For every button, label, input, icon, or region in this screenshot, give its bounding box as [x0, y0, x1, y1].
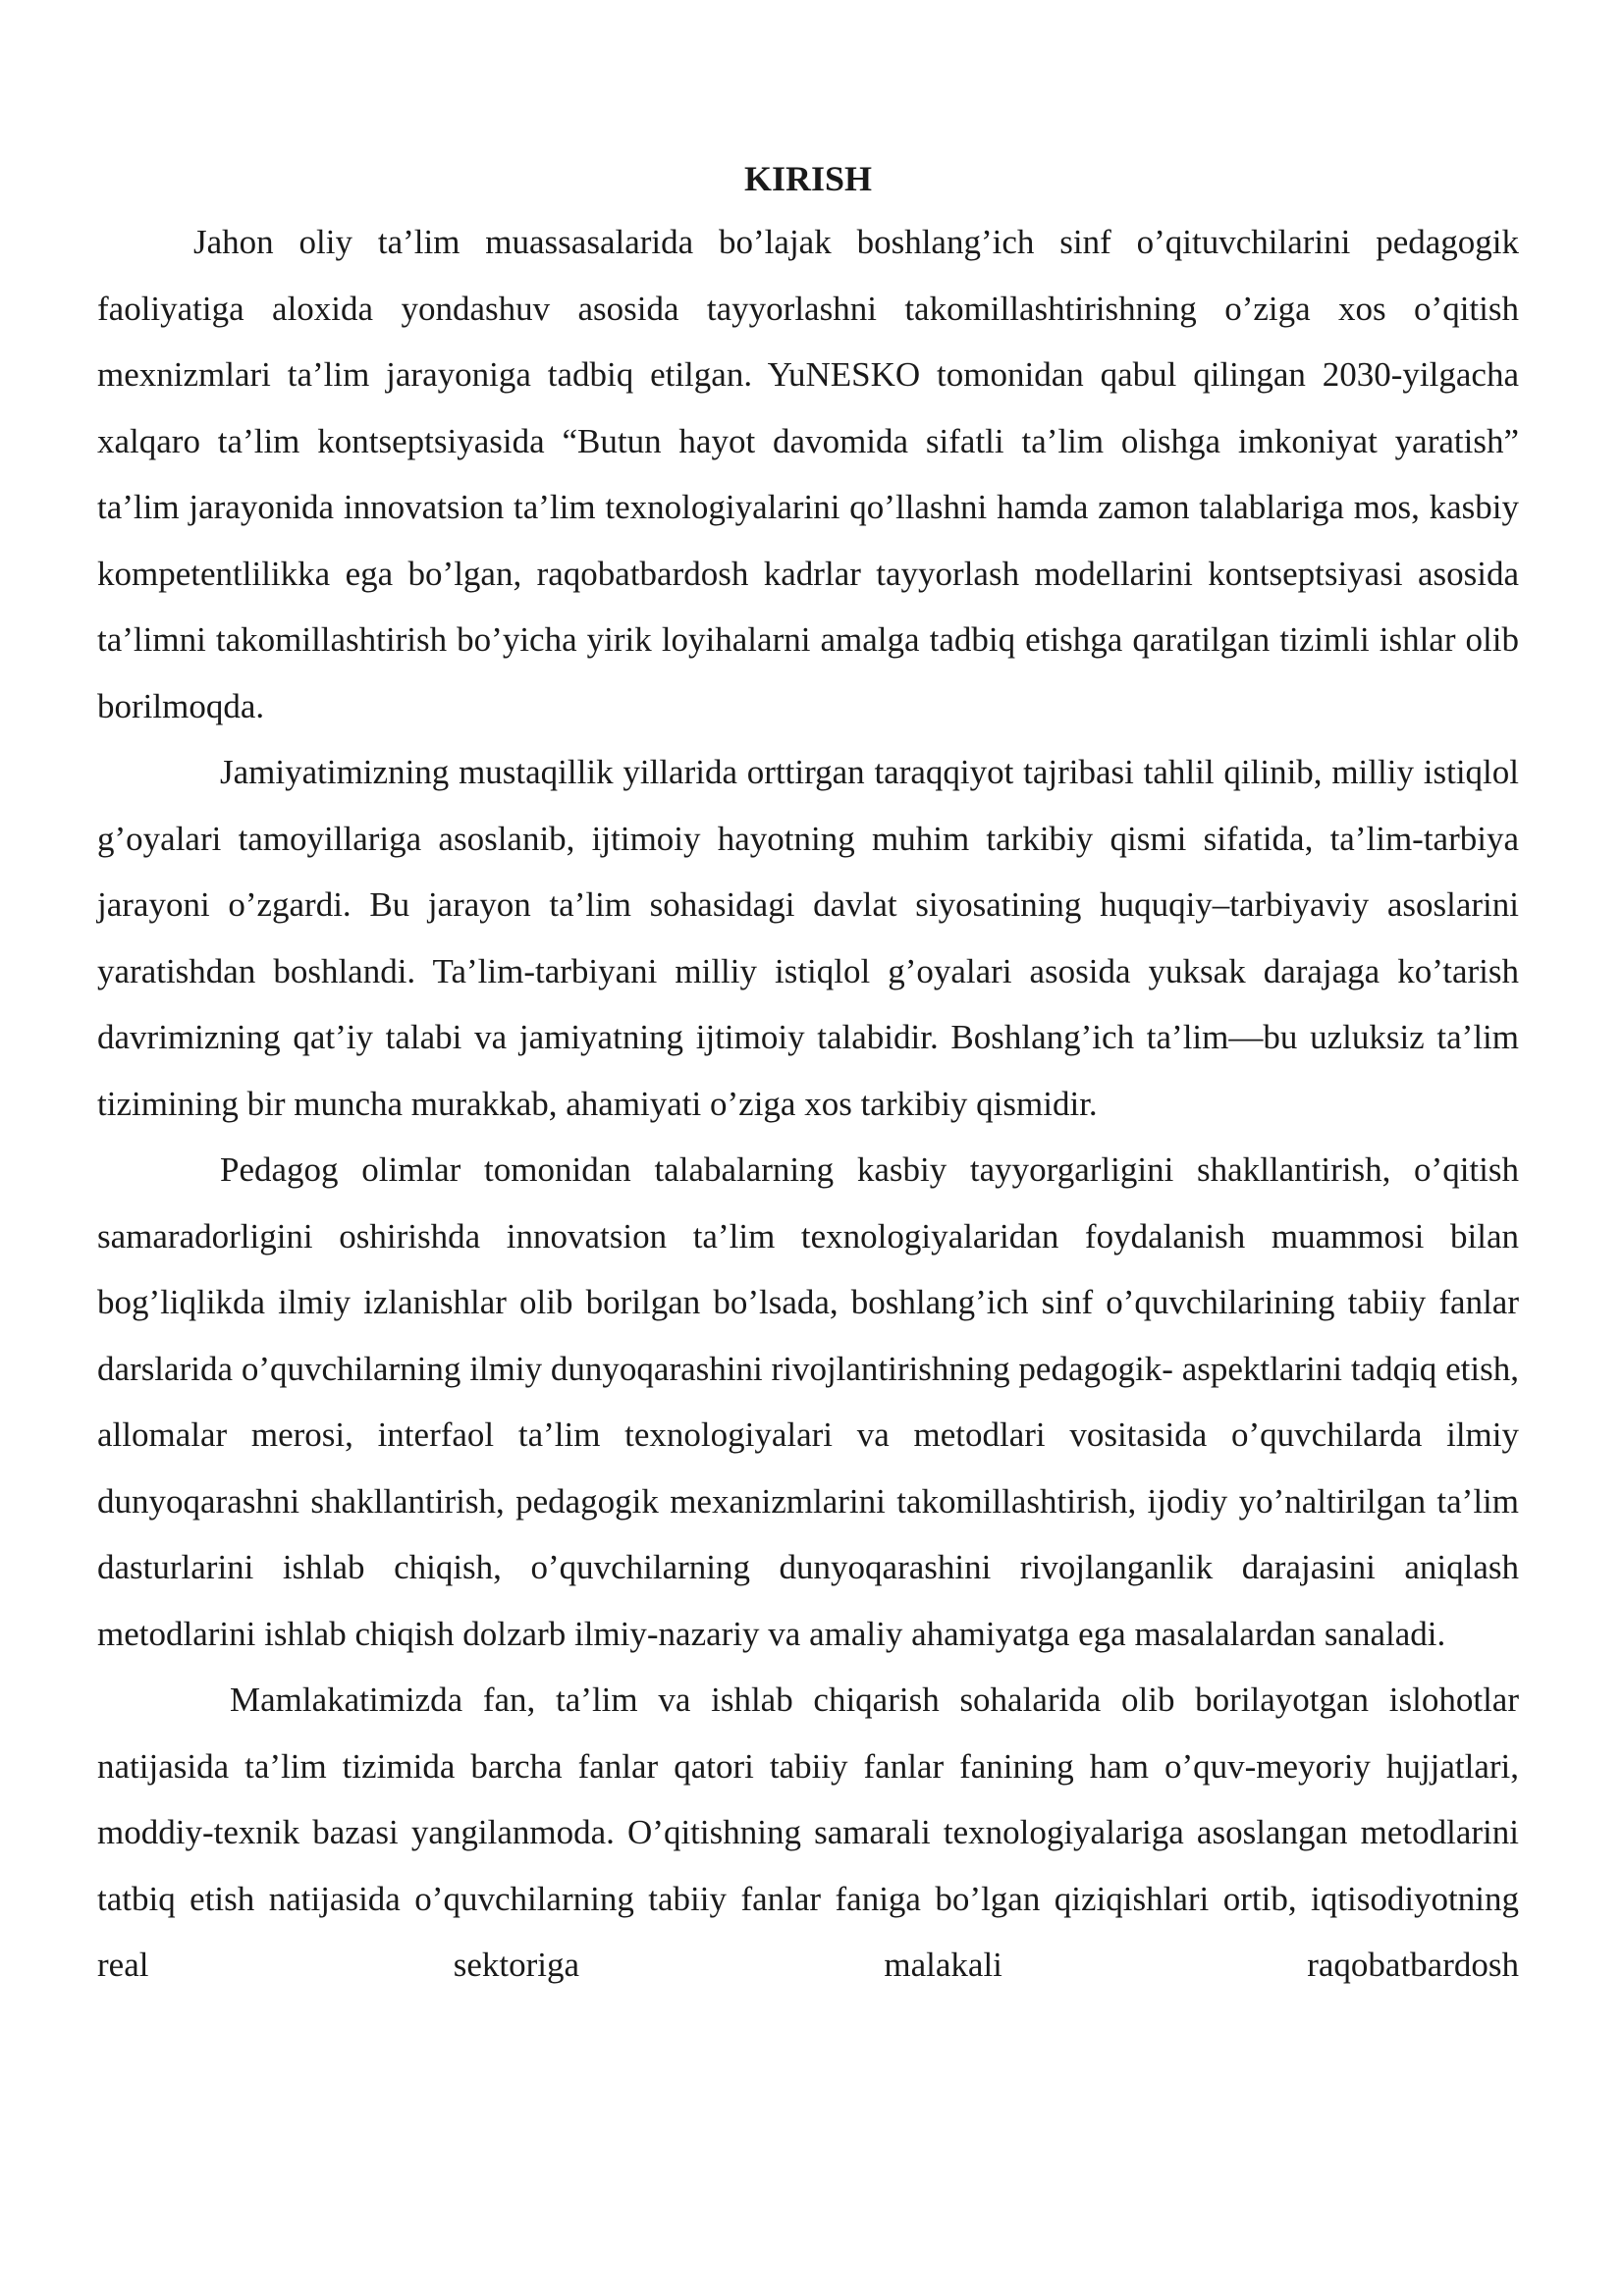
- paragraph-1: Jahon oliy ta’lim muassasalarida bo’lajak boshlang’ich sinf o’qituvchilarini pedagogik faoliyatiga aloxida yondashuv asosida tayyorlashni takomillashtirishning o’ziga xos o’qitish mexnizmlari ta’lim jarayoniga tadbiq etilgan. YuNESKO tomonidan qabul qilingan 2030-yilgacha xalqaro ta’lim kontseptsiyasida “Butun hayot davomida sifatli ta’lim olishga imkoniyat yaratish” ta’lim jarayonida innovatsion ta’lim texnologiyalarini qo’llashni hamda zamon talablariga mos, kasbiy kompetentlilikka ega bo’lgan, raqobatbardosh kadrlar tayyorlash modellarini kontseptsiyasi asosida ta’limni takomillashtirish bo’yicha yirik loyihalarni amalga tadbiq etishga qaratilgan tizimli ishlar olib borilmoqda.: [97, 223, 1519, 725]
- paragraph-3: Pedagog olimlar tomonidan talabalarning kasbiy tayyorgarligini shakllantirish, o’qitish samaradorligini oshirishda innovatsion ta’lim texnologiyalaridan foydalanish muammosi bilan bog’liqlikda ilmiy izlanishlar olib borilgan bo’lsada, boshlang’ich sinf o’quvchilarining tabiiy fanlar darslarida o’quvchilarning ilmiy dunyoqarashini rivojlantirishning pedagogik- aspektlarini tadqiq etish, allomalar merosi, interfaol ta’lim texnologiyalari va metodlari vositasida o’quvchilarda ilmiy dunyoqarashni shakllantirish, pedagogik mexanizmlarini takomillashtirish, ijodiy yo’naltirilgan ta’lim dasturlarini ishlab chiqish, o’quvchilarning dunyoqarashini rivojlanganlik darajasini aniqlash metodlarini ishlab chiqish dolzarb ilmiy-nazariy va amaliy ahamiyatga ega masalalardan sanaladi.: [97, 1150, 1519, 1653]
- page-title: KIRISH: [743, 159, 873, 198]
- paragraph-4: Mamlakatimizda fan, ta’lim va ishlab chiqarish sohalarida olib borilayotgan islohotlar natijasida ta’lim tizimida barcha fanlar qatori tabiiy fanlar fanining ham o’quv-meyoriy hujjatlari, moddiy-texnik bazasi yangilanmoda. O’qitishning samarali texnologiyalariga asoslangan metodlarini tatbiq etish natijasida o’quvchilarning tabiiy fanlar faniga bo’lgan qiziqishlari ortib, iqtisodiyotning real sektoriga malakali raqobatbardosh: [97, 1681, 1519, 1984]
- paragraph-2: Jamiyatimizning mustaqillik yillarida orttirgan taraqqiyot tajribasi tahlil qilinib, milliy istiqlol g’oyalari tamoyillariga asoslanib, ijtimoiy hayotning muhim tarkibiy qismi sifatida, ta’lim-tarbiya jarayoni o’zgardi. Bu jarayon ta’lim sohasidagi davlat siyosatining huquqiy–tarbiyaviy asoslarini yaratishdan boshlandi. Ta’lim-tarbiyani milliy istiqlol g’oyalari asosida yuksak darajaga ko’tarish davrimizning qat’iy talabi va jamiyatning ijtimoiy talabidir. Boshlang’ich ta’lim—bu uzluksiz ta’lim tizimining bir muncha murakkab, ahamiyati o’ziga xos tarkibiy qismidir.: [97, 753, 1519, 1123]
- document-body: [97, 152, 1519, 1999]
